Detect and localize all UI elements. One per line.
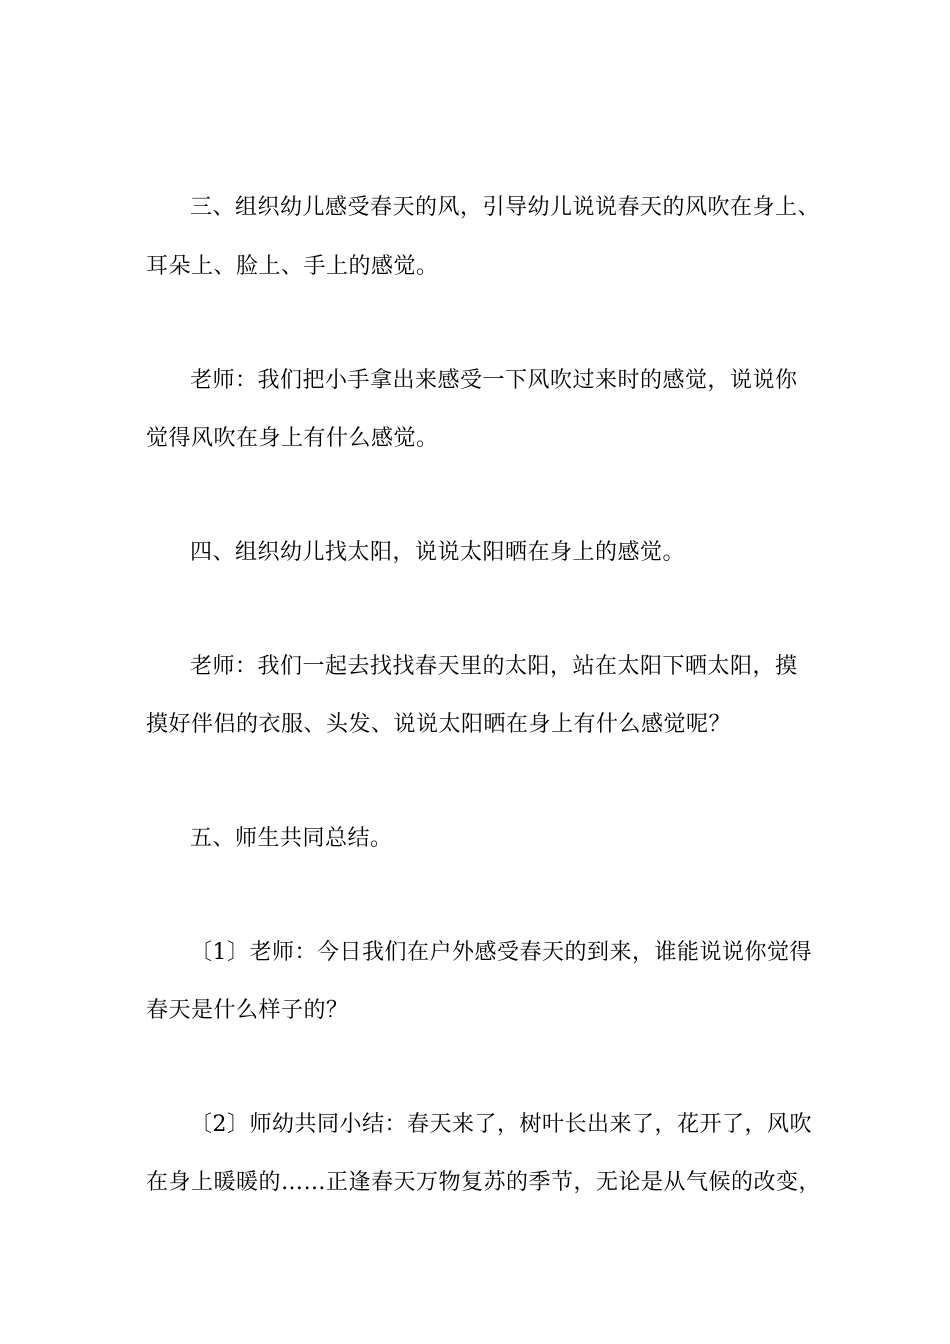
summary-item-1-line-1: 〔1〕老师：今日我们在户外感受春天的到来，谁能说说你觉得 xyxy=(190,940,812,965)
summary-item-2-line-1: 〔2〕师幼共同小结：春天来了，树叶长出来了，花开了，风吹 xyxy=(190,1112,812,1137)
paragraph-3-line-1: 三、组织幼儿感受春天的风，引导幼儿说说春天的风吹在身上、 xyxy=(190,195,821,220)
paragraph-3-line-2: 耳朵上、脸上、手上的感觉。 xyxy=(146,254,439,279)
teacher-paragraph-2-line-1: 老师：我们一起去找找春天里的太阳，站在太阳下晒太阳，摸 xyxy=(190,654,798,679)
paragraph-5-line-1: 五、师生共同总结。 xyxy=(190,826,393,851)
teacher-paragraph-2-line-2: 摸好伴侣的衣服、头发、说说太阳晒在身上有什么感觉呢？ xyxy=(146,712,732,737)
summary-item-2-line-2: 在身上暖暖的……正逢春天万物复苏的季节，无论是从气候的改变， xyxy=(146,1170,822,1195)
teacher-paragraph-1-line-2: 觉得风吹在身上有什么感觉。 xyxy=(146,426,439,451)
paragraph-4-line-1: 四、组织幼儿找太阳，说说太阳晒在身上的感觉。 xyxy=(190,540,686,565)
teacher-paragraph-1-line-1: 老师：我们把小手拿出来感受一下风吹过来时的感觉，说说你 xyxy=(190,368,798,393)
summary-item-1-line-2: 春天是什么样子的？ xyxy=(146,998,349,1023)
